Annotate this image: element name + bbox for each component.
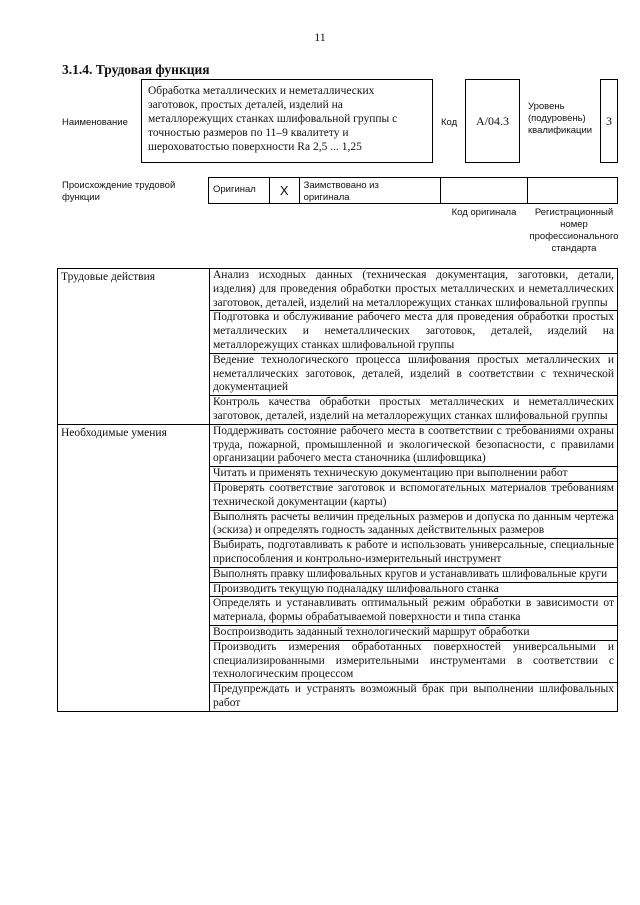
original-code-cell	[441, 178, 529, 203]
origin-label	[62, 180, 175, 204]
action-item: Анализ исходных данных (техническая документация, заготовки, детали, изделия) для проведения обработки простых металлических и неметаллических заготовок, деталей, изделий на металлорежущих станках шлифовальной группы	[210, 269, 618, 311]
code-original-caption: Код оригинала	[451, 207, 517, 218]
level-label-line-3: квалификации	[528, 125, 593, 136]
origin-label-line-1: Происхождение трудовой	[62, 180, 176, 191]
code-value-box: А/04.3	[465, 79, 520, 163]
borrowed-label-line-2: оригинала	[303, 192, 350, 203]
skill-item: Воспроизводить заданный технологический маршрут обработки	[210, 625, 618, 640]
actions-category: Трудовые действия	[58, 269, 210, 425]
section-title: 3.1.4. Трудовая функция	[62, 62, 210, 77]
reg-caption-line-3: профессионального	[529, 231, 619, 242]
name-label: Наименование	[62, 117, 128, 128]
reg-caption-line-2: номер	[560, 219, 588, 230]
action-item: Ведение технологического процесса шлифования простых металлических и неметаллических заготовок, деталей, изделий в соответствии с технической документацией	[210, 353, 618, 395]
function-name-box: Обработка металлических и неметаллических заготовок, простых деталей, изделий на металлорежущих станках шлифовальной группы с точностью размеров по 11–9 квалитету и шероховатостью поверхности Ra 2,5 ... 1,25	[141, 79, 433, 163]
level-label-line-1: Уровень	[528, 101, 565, 112]
skill-item: Выбирать, подготавливать к работе и использовать универсальные, специальные приспособления и контрольно-измерительный инструмент	[210, 539, 618, 568]
skill-item: Предупреждать и устранять возможный брак при выполнении шлифовальных работ	[210, 683, 618, 712]
level-label	[528, 101, 598, 137]
skill-item: Читать и применять техническую документацию при выполнении работ	[210, 467, 618, 482]
original-mark: X	[270, 178, 300, 203]
reg-number-cell	[528, 178, 617, 203]
borrowed-label	[300, 178, 441, 203]
table-row	[58, 424, 618, 466]
reg-number-caption	[528, 207, 620, 255]
skill-item: Производить текущую подналадку шлифовального станка	[210, 582, 618, 597]
borrowed-label-line-1: Заимствовано из	[303, 180, 379, 191]
skill-item: Производить измерения обработанных поверхностей универсальными и специализированными измерительными инструментами в соответствии с технологическим процессом	[210, 640, 618, 682]
labor-function-table	[57, 268, 618, 712]
origin-table	[208, 177, 618, 204]
origin-label-line-2: функции	[62, 192, 100, 203]
skills-category: Необходимые умения	[58, 424, 210, 711]
reg-caption-line-4: стандарта	[551, 243, 597, 254]
code-label: Код	[441, 117, 458, 128]
skill-item: Поддерживать состояние рабочего места в соответствии с требованиями охраны труда, пожарной, промышленной и экологической безопасности, с правилами организации рабочего места станочника (шлифовщика)	[210, 424, 618, 466]
action-item: Контроль качества обработки простых металлических и неметаллических заготовок, деталей, изделий на металлорежущих станках шлифовальной группы	[210, 396, 618, 425]
skill-item: Выполнять правку шлифовальных кругов и устанавливать шлифовальные круги	[210, 567, 618, 582]
table-row	[58, 269, 618, 311]
level-value-box: 3	[600, 79, 618, 163]
original-label: Оригинал	[209, 178, 270, 203]
skill-item: Определять и устанавливать оптимальный режим обработки в зависимости от материала, формы обрабатываемой поверхности и типа станка	[210, 597, 618, 626]
skill-item: Выполнять расчеты величин предельных размеров и допуска по данным чертежа (эскиза) и определять годность заданных действительных размеров	[210, 510, 618, 539]
page-number: 11	[314, 30, 326, 44]
skill-item: Проверять соответствие заготовок и вспомогательных материалов требованиям технической документации (карты)	[210, 481, 618, 510]
reg-caption-line-1: Регистрационный	[534, 207, 614, 218]
action-item: Подготовка и обслуживание рабочего места для проведения обработки простых металлических и неметаллических заготовок, деталей, изделий на металлорежущих станках шлифовальной группы	[210, 311, 618, 353]
level-label-line-2: (подуровень)	[528, 113, 586, 124]
